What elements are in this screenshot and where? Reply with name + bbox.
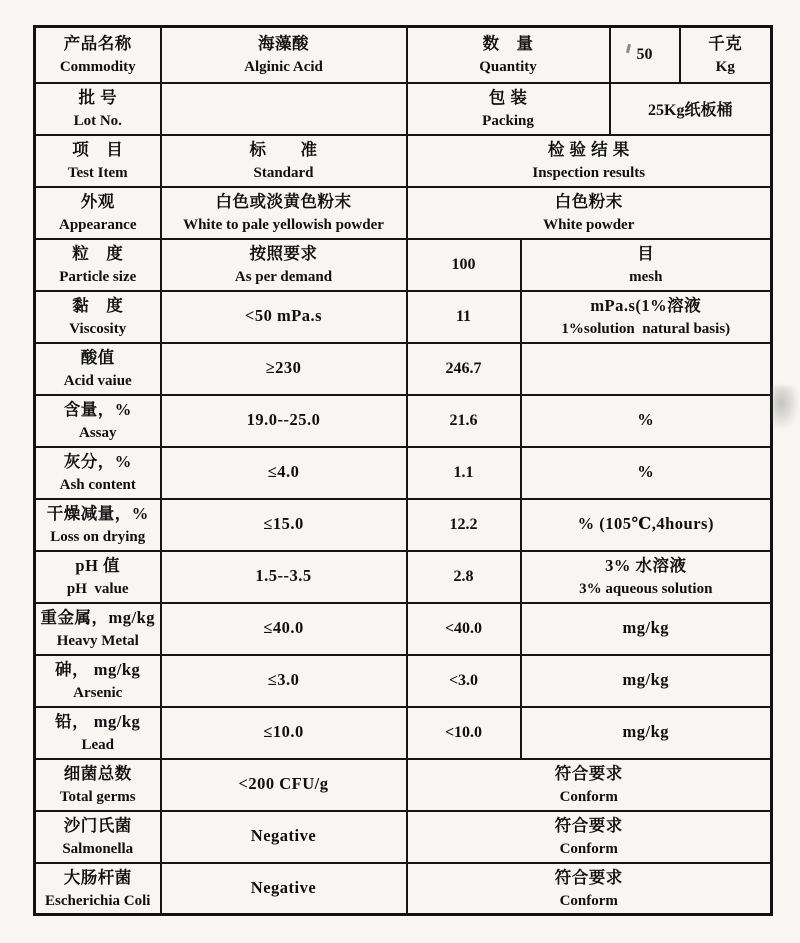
standard-cn: 白色或淡黄色粉末: [215, 192, 352, 211]
quantity-unit-cn: 千克: [708, 34, 743, 54]
item-cell: [35, 811, 161, 863]
table-header-row: [35, 135, 772, 187]
result-value-cell: [407, 447, 521, 499]
standard-cell: [161, 187, 407, 239]
result-value: 1.1: [453, 463, 474, 481]
result-value-cell: [407, 707, 521, 759]
item-label-en: Total germs: [59, 788, 136, 805]
unit-cn: mg/kg: [622, 670, 670, 690]
item-label-en: Assay: [78, 424, 117, 441]
unit-cn: mPa.s(1%溶液: [590, 296, 702, 315]
item-cell: [35, 291, 161, 343]
standard-cn: 1.5--3.5: [255, 566, 312, 586]
result-cell: [407, 187, 772, 239]
item-cell: [35, 551, 161, 603]
standard-cell: [161, 603, 407, 655]
table-row-viscosity: [35, 291, 772, 343]
standard-cell: [161, 499, 407, 551]
standard-cell: [161, 343, 407, 395]
quantity-value: 50: [636, 45, 653, 63]
commodity-value-cn: 海藻酸: [258, 34, 309, 54]
results-header-cn: 检 验 结 果: [547, 140, 630, 159]
item-label-en: Salmonella: [62, 840, 134, 857]
table-row-appearance: [35, 187, 772, 239]
result-value: 11: [455, 307, 472, 325]
result-value-cell: [407, 291, 521, 343]
result-value: <10.0: [444, 723, 483, 741]
standard-cn: 按照要求: [249, 244, 318, 263]
item-label-cn: 干燥减量，%: [46, 504, 149, 523]
lot-value-cell: [161, 83, 407, 135]
result-cn: 白色粉末: [554, 192, 623, 211]
item-cell: [35, 187, 161, 239]
standard-cell: [161, 291, 407, 343]
commodity-label-cn: 产品名称: [63, 34, 132, 54]
table-row-heavy-metal: [35, 603, 772, 655]
result-value-cell: [407, 551, 521, 603]
item-label-en: Arsenic: [73, 684, 123, 701]
unit-cn: %: [637, 410, 655, 430]
table-row-arsenic: [35, 655, 772, 707]
item-label-cn: 大肠杆菌: [63, 867, 132, 887]
quantity-label-cn: 数 量: [482, 34, 534, 54]
scan-smudge-artifact: [772, 386, 798, 428]
standard-en: As per demand: [234, 268, 333, 285]
result-value-cell: [407, 395, 521, 447]
item-label-cn: 酸值: [80, 348, 115, 367]
item-label-cn: 粒 度: [72, 244, 124, 263]
unit-cell: [521, 343, 772, 395]
table-row-ash-content: [35, 447, 772, 499]
item-label-en: Lead: [81, 736, 114, 753]
standard-cell: [161, 863, 407, 915]
certificate-of-analysis-table: [33, 25, 773, 916]
table-row-salmonella: [35, 811, 772, 863]
results-header-en: Inspection results: [532, 164, 646, 181]
standard-cell: [161, 811, 407, 863]
unit-cell: [521, 655, 772, 707]
quantity-value-cell: [610, 27, 680, 83]
result-cn: 符合要求: [554, 764, 623, 783]
standard-cell: [161, 395, 407, 447]
standard-cn: ≥230: [265, 358, 302, 378]
standard-cell: [161, 551, 407, 603]
item-label-en: Particle size: [59, 268, 137, 285]
result-value-cell: [407, 239, 521, 291]
result-value: 21.6: [449, 411, 478, 429]
unit-cell: [521, 291, 772, 343]
standard-header-cell: [161, 135, 407, 187]
table-row-assay: [35, 395, 772, 447]
commodity-value-en: Alginic Acid: [244, 59, 323, 75]
item-header-cell: [35, 135, 161, 187]
item-label-en: Loss on drying: [50, 528, 146, 545]
result-en: White powder: [543, 216, 635, 233]
item-label-cn: 细菌总数: [63, 764, 132, 783]
standard-cn: <50 mPa.s: [244, 306, 323, 326]
commodity-label-en: Commodity: [59, 59, 136, 75]
item-cell: [35, 343, 161, 395]
item-cell: [35, 655, 161, 707]
table-row-commodity: [35, 27, 772, 83]
unit-cn: % (105℃,4hours): [577, 514, 714, 534]
table-row-acid-value: [35, 343, 772, 395]
result-value-cell: [407, 499, 521, 551]
unit-en: 1%solution natural basis): [561, 320, 731, 337]
item-label-en: Heavy Metal: [56, 632, 139, 649]
quantity-label-en: Quantity: [479, 59, 537, 75]
unit-cell: [521, 707, 772, 759]
result-value: <3.0: [448, 671, 479, 689]
unit-cell: [521, 551, 772, 603]
item-header-cn: 项 目: [72, 140, 124, 159]
result-value: 246.7: [445, 359, 482, 377]
packing-value-cell: [610, 83, 772, 135]
quantity-label-cell: [407, 27, 610, 83]
unit-cn: %: [637, 462, 655, 482]
standard-cell: [161, 707, 407, 759]
result-value: <40.0: [444, 619, 483, 637]
unit-cell: [521, 603, 772, 655]
unit-cell: [521, 239, 772, 291]
unit-en: 3% aqueous solution: [579, 580, 713, 597]
item-cell: [35, 395, 161, 447]
packing-value: 25Kg纸板桶: [648, 102, 733, 119]
result-en: Conform: [559, 788, 618, 805]
standard-cn: ≤40.0: [263, 618, 304, 638]
result-cell: [407, 759, 772, 811]
item-label-en: Escherichia Coli: [45, 892, 151, 909]
item-label-cn: 灰分，%: [63, 452, 132, 471]
result-value: 100: [451, 255, 476, 273]
item-label-en: pH value: [66, 580, 129, 597]
result-cell: [407, 863, 772, 915]
standard-header-en: Standard: [253, 164, 314, 181]
unit-cn: mg/kg: [622, 722, 670, 742]
unit-cn: 目: [637, 244, 655, 263]
standard-cn: <200 CFU/g: [238, 774, 329, 794]
item-label-en: Ash content: [59, 476, 136, 493]
table-row-escherichia-coli: [35, 863, 772, 915]
item-cell: [35, 239, 161, 291]
result-en: Conform: [559, 892, 618, 909]
result-cell: [407, 811, 772, 863]
standard-cn: ≤4.0: [267, 462, 300, 482]
result-value-cell: [407, 603, 521, 655]
item-cell: [35, 759, 161, 811]
packing-label-cn: 包 装: [488, 88, 528, 107]
item-cell: [35, 863, 161, 915]
standard-en: White to pale yellowish powder: [183, 216, 384, 233]
item-cell: [35, 499, 161, 551]
table-row-loss-on-drying: [35, 499, 772, 551]
unit-cell: [521, 499, 772, 551]
lot-label-cell: [35, 83, 161, 135]
lot-label-en: Lot No.: [73, 112, 122, 129]
table-row-ph-value: [35, 551, 772, 603]
quantity-unit-en: Kg: [715, 59, 735, 75]
result-cn: 符合要求: [554, 816, 623, 835]
standard-cn: Negative: [250, 877, 317, 897]
result-value-cell: [407, 343, 521, 395]
result-cn: 符合要求: [554, 867, 623, 887]
item-label-en: Acid vaiue: [63, 372, 132, 389]
standard-cell: [161, 447, 407, 499]
table-row-total-germs: [35, 759, 772, 811]
table-row-lot-packing: [35, 83, 772, 135]
table-row-lead: [35, 707, 772, 759]
unit-cn: 3% 水溶液: [605, 556, 687, 575]
item-label-cn: 砷， mg/kg: [55, 660, 141, 679]
item-label-cn: 重金属，mg/kg: [40, 608, 155, 627]
item-label-cn: 含量，%: [63, 400, 132, 419]
result-value-cell: [407, 655, 521, 707]
results-header-cell: [407, 135, 772, 187]
item-header-en: Test Item: [67, 164, 128, 181]
standard-cell: [161, 759, 407, 811]
standard-cell: [161, 655, 407, 707]
unit-en: mesh: [629, 268, 663, 285]
result-en: Conform: [559, 840, 618, 857]
item-label-en: Appearance: [59, 216, 137, 233]
item-label-cn: pH 值: [75, 556, 121, 575]
lot-label-cn: 批 号: [78, 88, 118, 107]
item-label-en: Viscosity: [69, 320, 127, 337]
result-value: 12.2: [449, 515, 478, 533]
standard-cn: ≤10.0: [263, 722, 304, 742]
packing-label-en: Packing: [482, 112, 534, 129]
standard-cn: Negative: [250, 826, 317, 846]
item-label-cn: 沙门氏菌: [63, 816, 132, 835]
standard-cell: [161, 239, 407, 291]
item-label-cn: 外观: [80, 192, 115, 211]
unit-cell: [521, 395, 772, 447]
item-label-cn: 铅， mg/kg: [55, 712, 141, 731]
unit-cell: [521, 447, 772, 499]
item-cell: [35, 707, 161, 759]
standard-cn: ≤3.0: [267, 670, 300, 690]
quantity-unit-cell: [680, 27, 772, 83]
unit-cn: mg/kg: [622, 618, 670, 638]
standard-cn: ≤15.0: [263, 514, 304, 534]
item-label-cn: 黏 度: [72, 296, 124, 315]
table-row-particle-size: [35, 239, 772, 291]
commodity-label-cell: [35, 27, 161, 83]
packing-label-cell: [407, 83, 610, 135]
item-cell: [35, 447, 161, 499]
result-value: 2.8: [453, 567, 474, 585]
standard-cn: 19.0--25.0: [246, 410, 321, 430]
commodity-value-cell: [161, 27, 407, 83]
item-cell: [35, 603, 161, 655]
standard-header-cn: 标 准: [249, 140, 318, 159]
